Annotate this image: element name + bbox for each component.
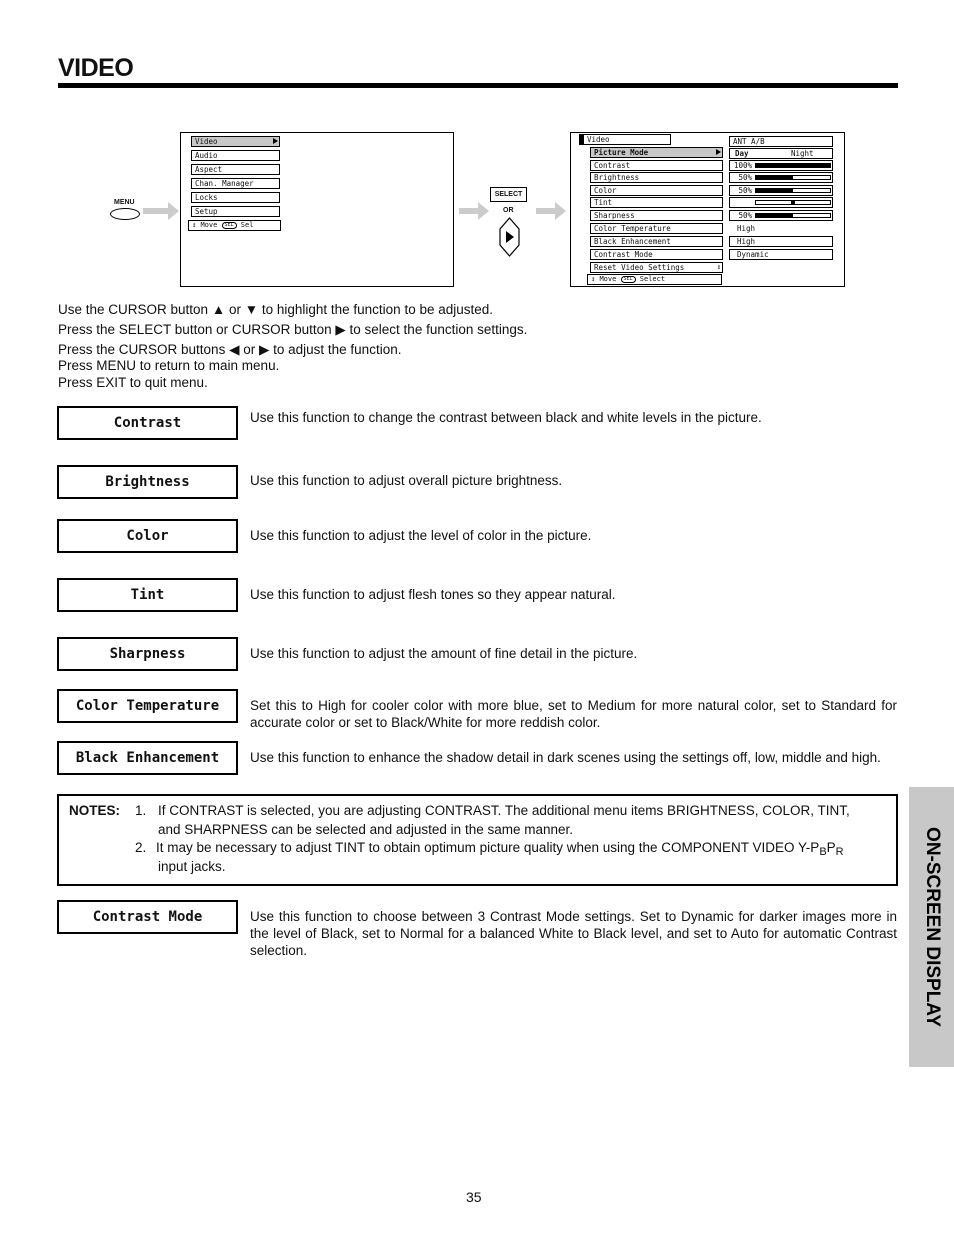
function-desc-color-temperature: Set this to High for cooler color with more blue, set to Medium for more natural color, set to Standard for accurate color or set to Black/White for more reddish color.: [250, 698, 897, 730]
color-value: 50%: [729, 185, 833, 196]
note-1-line-2: and SHARPNESS can be selected and adjusted in the same manner.: [158, 822, 573, 837]
tint-slider: [755, 200, 831, 205]
cursor-right-icon: ▶: [335, 322, 346, 337]
main-menu-item-video: Video: [191, 136, 280, 147]
brightness-value: 50%: [729, 172, 833, 183]
sharpness-value: 50%: [729, 210, 833, 221]
menu-button-icon: [110, 208, 140, 220]
video-menu-item-brightness: Brightness: [590, 172, 723, 183]
video-menu-item-contrast-mode: Contrast Mode: [590, 249, 723, 260]
triangle-right-icon: [716, 149, 721, 155]
instruction-line-4: Press MENU to return to main menu.: [58, 358, 280, 373]
function-desc-contrast: Use this function to change the contrast between black and white levels in the picture.: [250, 410, 762, 425]
black-enhancement-value: High: [729, 236, 833, 247]
function-label-contrast: Contrast: [57, 406, 238, 440]
cursor-up-icon: ▲: [211, 302, 226, 317]
note-2-line-1: It may be necessary to adjust TINT to obtain optimum picture quality when using the COMPONENT VIDEO $Y-P_BP_R$: [156, 840, 844, 858]
tint-value: [729, 197, 833, 208]
note-1-number: 1.: [135, 803, 147, 818]
main-menu-item-audio: Audio: [191, 150, 280, 161]
section-side-tab: [909, 787, 954, 1067]
instruction-line-2: Press the SELECT button or CURSOR button ▶ to select the function settings.: [58, 322, 528, 337]
updown-icon: ↕: [591, 275, 596, 283]
notes-box: [57, 794, 898, 886]
video-menu-item-color: Color: [590, 185, 723, 196]
video-menu-item-black-enhancement: Black Enhancement: [590, 236, 723, 247]
function-label-color: Color: [57, 519, 238, 553]
menu-button-label: MENU: [114, 199, 135, 206]
sel-badge: SEL: [621, 276, 636, 283]
instruction-line-5: Press EXIT to quit menu.: [58, 375, 208, 390]
main-menu-item-locks: Locks: [191, 192, 280, 203]
updown-icon: ↕: [192, 221, 197, 229]
function-label-sharpness: Sharpness: [57, 637, 238, 671]
cursor-right-icon: ▶: [258, 342, 270, 357]
function-label-contrast-mode: Contrast Mode: [57, 900, 238, 934]
function-label-brightness: Brightness: [57, 465, 238, 499]
contrast-mode-value: Dynamic: [729, 249, 833, 260]
main-menu-screen: [180, 132, 454, 287]
input-source-value: ANT A/B: [729, 136, 833, 147]
or-label: OR: [503, 207, 514, 214]
title-rule: [58, 83, 898, 88]
function-label-color-temperature: Color Temperature: [57, 689, 238, 723]
instruction-line-1: Use the CURSOR button ▲ or ▼ to highlight the function to be adjusted.: [58, 302, 494, 317]
triangle-right-icon: [273, 138, 278, 144]
video-menu-item-reset-video-settings: Reset Video Settings ↕: [590, 262, 723, 273]
note-2-line-2: input jacks.: [158, 859, 226, 874]
cursor-left-icon: ◀: [229, 342, 240, 357]
page-number: 35: [466, 1189, 482, 1205]
select-button-label: SELECT: [490, 187, 527, 202]
sel-badge: SEL: [222, 222, 237, 229]
function-desc-brightness: Use this function to adjust overall picture brightness.: [250, 473, 563, 488]
cursor-right-button-icon: [499, 217, 520, 257]
function-desc-tint: Use this function to adjust flesh tones so they appear natural.: [250, 587, 616, 602]
video-menu-item-sharpness: Sharpness: [590, 210, 723, 221]
updown-icon: ↕: [716, 263, 721, 271]
contrast-value: 100%: [729, 160, 833, 171]
side-tab-label: ON-SCREEN DISPLAY: [921, 827, 943, 1027]
sharpness-slider: [755, 213, 831, 218]
video-menu-header: Video: [579, 134, 671, 145]
page-title: VIDEO: [58, 54, 134, 82]
brightness-slider: [755, 175, 831, 180]
arrow-right-icon: [143, 205, 179, 217]
function-desc-sharpness: Use this function to adjust the amount of fine detail in the picture.: [250, 646, 638, 661]
video-menu-item-color-temperature: Color Temperature: [590, 223, 723, 234]
notes-label: NOTES:: [69, 803, 121, 818]
video-menu-move-hint: ↕ Move SEL Select: [587, 274, 722, 285]
video-menu-item-tint: Tint: [590, 197, 723, 208]
instruction-line-3: Press the CURSOR buttons ◀ or ▶ to adjust the function.: [58, 342, 402, 357]
arrow-right-icon: [536, 205, 566, 217]
main-menu-item-aspect: Aspect: [191, 164, 280, 175]
video-menu-item-picture-mode: Picture Mode: [590, 147, 723, 158]
note-2-number: 2.: [135, 840, 147, 855]
color-temperature-value: High: [729, 223, 833, 234]
video-menu-screen: [570, 132, 845, 287]
cursor-down-icon: ▼: [244, 302, 259, 317]
picture-mode-value: Day Night: [729, 148, 833, 159]
function-label-tint: Tint: [57, 578, 238, 612]
function-desc-color: Use this function to adjust the level of color in the picture.: [250, 528, 592, 543]
function-desc-black-enhancement: Use this function to enhance the shadow detail in dark scenes using the settings off, low, middle and high.: [250, 750, 881, 765]
contrast-slider: [755, 163, 831, 168]
note-1-line-1: If CONTRAST is selected, you are adjusting CONTRAST. The additional menu items BRIGHTNESS, COLOR, TINT,: [158, 803, 850, 818]
function-desc-contrast-mode: Use this function to choose between 3 Contrast Mode settings. Set to Dynamic for darker images more in the level of Black, set to Normal for a balanced White to Black level, and set to Auto for automatic Contrast selection.: [250, 909, 897, 958]
main-menu-item-chan-manager: Chan. Manager: [191, 178, 280, 189]
video-menu-item-contrast: Contrast: [590, 160, 723, 171]
arrow-right-icon: [459, 205, 489, 217]
color-slider: [755, 188, 831, 193]
function-label-black-enhancement: Black Enhancement: [57, 741, 238, 775]
main-menu-item-setup: Setup: [191, 206, 280, 217]
main-menu-move-hint: ↕ Move SEL Sel: [188, 220, 281, 231]
